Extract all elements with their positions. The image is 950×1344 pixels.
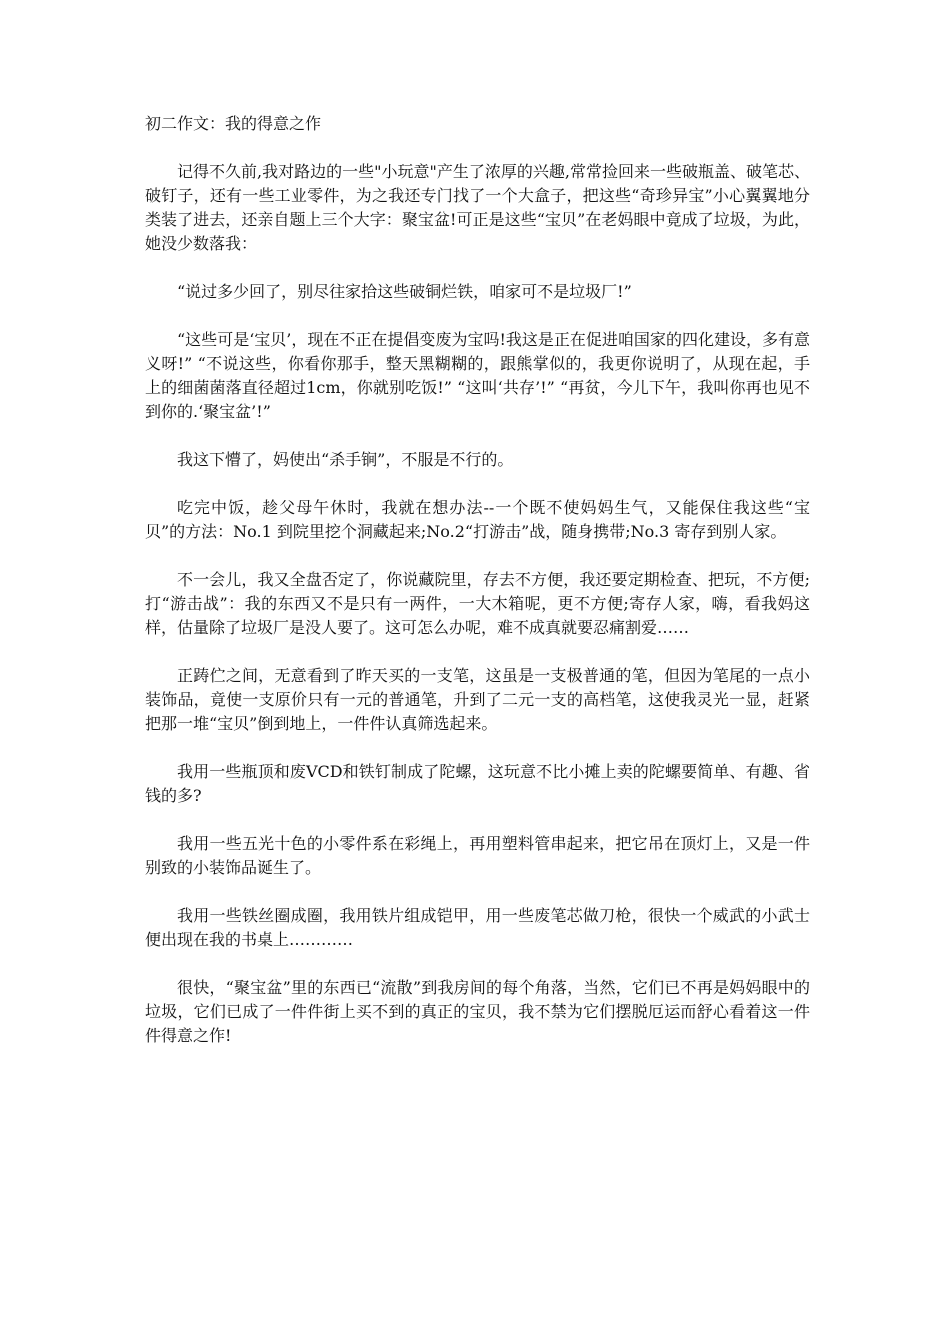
paragraph-5: 吃完中饭，趁父母午休时，我就在想办法--一个既不使妈妈生气，又能保住我这些“宝贝”的方法：No.1 到院里挖个洞藏起来;No.2“打游击”战，随身携带;No.3 寄存到别人家。 [145, 498, 810, 541]
paragraph-7: 正踌伫之间，无意看到了昨天买的一支笔，这虽是一支极普通的笔，但因为笔尾的一点小装饰品，竟使一支原价只有一元的普通笔，升到了二元一支的高档笔，这使我灵光一显，赶紧把那一堆“宝贝”倒到地上，一件件认真筛选起来。 [145, 666, 810, 733]
paragraph-6: 不一会儿，我又全盘否定了，你说藏院里，存去不方便，我还要定期检查、把玩，不方便;打“游击战”：我的东西又不是只有一两件，一大木箱呢，更不方便;寄存人家，嗨，看我妈这样，估量除了垃圾厂是没人要了。这可怎么办呢，难不成真就要忍痛割爱…… [145, 570, 810, 637]
document-page [145, 112, 810, 1072]
paragraph-11: 很快，“聚宝盆”里的东西已“流散”到我房间的每个角落，当然，它们已不再是妈妈眼中的垃圾，它们已成了一件件街上买不到的真正的宝贝，我不禁为它们摆脱厄运而舒心看着这一件件得意之作! [145, 978, 810, 1045]
paragraph-3: “这些可是‘宝贝’，现在不正在提倡变废为宝吗!我这是正在促进咱国家的四化建设，多有意义呀!” “不说这些，你看你那手，整天黑糊糊的，跟熊掌似的，我更你说明了，从现在起，手上的细菌菌落直径超过1cm，你就别吃饭!” “这叫‘共存’!” “再贫，今儿下午，我叫你再也见不到你的.‘聚宝盆’!” [145, 330, 810, 421]
paragraph-1: 记得不久前,我对路边的一些"小玩意"产生了浓厚的兴趣,常常捡回来一些破瓶盖、破笔芯、破钉子，还有一些工业零件，为之我还专门找了一个大盒子，把这些“奇珍异宝”小心翼翼地分类装了进去，还亲自题上三个大字：聚宝盆!可正是这些“宝贝”在老妈眼中竟成了垃圾，为此，她没少数落我： [145, 162, 810, 253]
paragraph-8: 我用一些瓶顶和废VCD和铁钉制成了陀螺，这玩意不比小摊上卖的陀螺要简单、有趣、省钱的多? [145, 762, 810, 805]
paragraph-2: “说过多少回了，别尽往家拾这些破铜烂铁，咱家可不是垃圾厂!” [177, 282, 632, 301]
paragraph-10: 我用一些铁丝圈成圈，我用铁片组成铠甲，用一些废笔芯做刀枪，很快一个威武的小武士便出现在我的书桌上………… [145, 906, 810, 949]
paragraph-4: 我这下懵了，妈使出“杀手锏”，不服是不行的。 [177, 450, 514, 469]
document-title: 初二作文：我的得意之作 [145, 114, 322, 133]
paragraph-9: 我用一些五光十色的小零件系在彩绳上，再用塑料管串起来，把它吊在顶灯上，又是一件别致的小装饰品诞生了。 [145, 834, 810, 877]
